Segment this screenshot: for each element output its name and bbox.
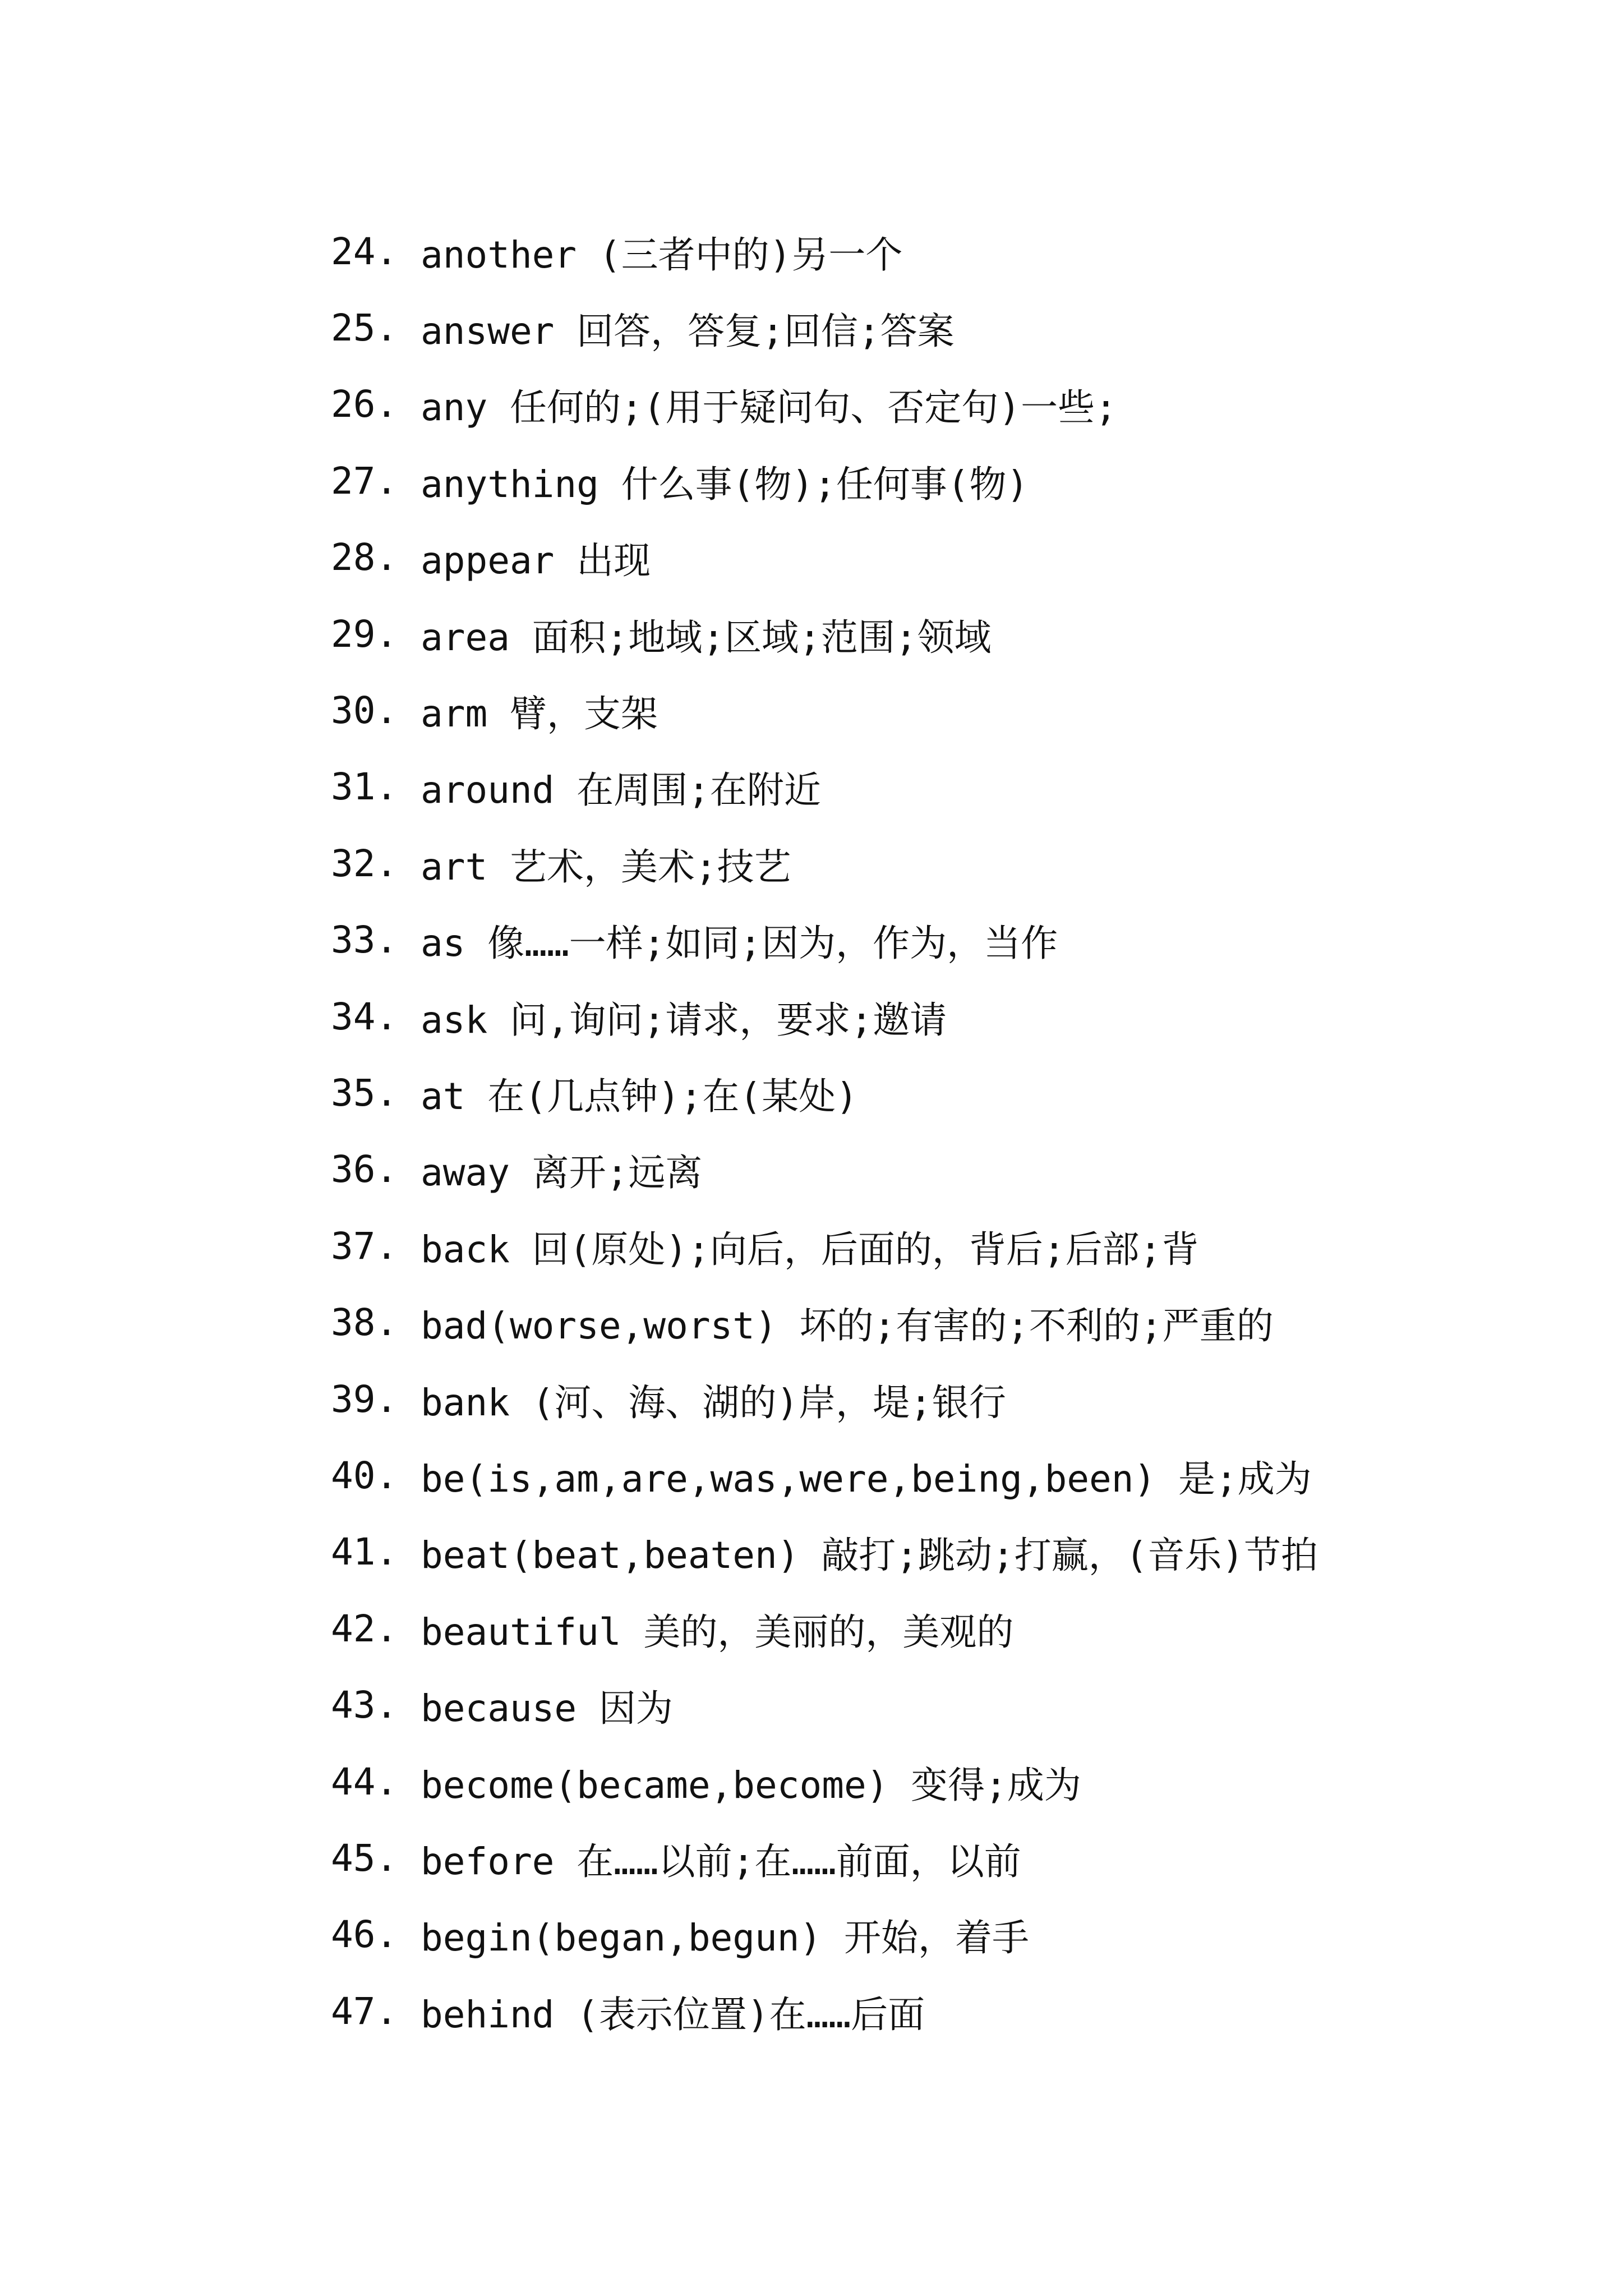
entry-text: bank (河、海、湖的)岸，堤;银行: [421, 1381, 1006, 1424]
entry-number: 42.: [331, 1607, 398, 1650]
entry-text: at 在(几点钟);在(某处): [421, 1074, 858, 1118]
list-item: [331, 1820, 1565, 1896]
entry-number: 26.: [331, 383, 398, 426]
entry-number: 39.: [331, 1377, 398, 1421]
entry-number: 36.: [331, 1148, 398, 1191]
entry-number: 27.: [331, 459, 398, 503]
entry-number: 45.: [331, 1836, 398, 1880]
list-item: [331, 519, 1565, 596]
entry-number: 47.: [331, 1989, 398, 2033]
entry-text: beat(beat,beaten) 敲打;跳动;打赢，(音乐)节拍: [421, 1534, 1318, 1577]
list-item: [331, 902, 1565, 978]
list-item: [331, 1667, 1565, 1743]
list-item: [331, 1361, 1565, 1437]
entry-number: 33.: [331, 918, 398, 962]
entry-text: be(is,am,are,was,were,being,been) 是;成为: [421, 1457, 1312, 1501]
entry-number: 30.: [331, 689, 398, 733]
entry-number: 43.: [331, 1683, 398, 1727]
entry-number: 28.: [331, 536, 398, 579]
entry-number: 24.: [331, 229, 398, 273]
entry-number: 41.: [331, 1530, 398, 1574]
entry-text: before 在……以前;在……前面，以前: [421, 1839, 1021, 1883]
entry-number: 29.: [331, 612, 398, 656]
entry-number: 31.: [331, 765, 398, 809]
list-item: [331, 672, 1565, 748]
list-item: [331, 1590, 1565, 1667]
list-item: [331, 1284, 1565, 1360]
list-item: [331, 443, 1565, 519]
list-item: [331, 825, 1565, 901]
list-item: [331, 1208, 1565, 1284]
list-item: [331, 1897, 1565, 1973]
list-item: [331, 213, 1565, 289]
vocabulary-list: [331, 213, 1565, 2049]
list-item: [331, 1437, 1565, 1513]
entry-text: begin(began,begun) 开始，着手: [421, 1916, 1029, 1960]
list-item: [331, 1973, 1565, 2049]
entry-text: bad(worse,worst) 坏的;有害的;不利的;严重的: [421, 1304, 1274, 1348]
entry-number: 32.: [331, 841, 398, 885]
entry-text: as 像……一样;如同;因为，作为，当作: [421, 922, 1058, 965]
entry-text: area 面积;地域;区域;范围;领域: [421, 615, 992, 659]
entry-text: art 艺术，美术;技艺: [421, 845, 791, 889]
list-item: [331, 1055, 1565, 1131]
entry-text: ask 问,询问;请求，要求;邀请: [421, 998, 947, 1042]
list-item: [331, 1131, 1565, 1208]
list-item: [331, 1743, 1565, 1820]
entry-number: 38.: [331, 1301, 398, 1345]
list-item: [331, 749, 1565, 825]
list-item: [331, 596, 1565, 672]
entry-text: around 在周围;在附近: [421, 769, 821, 812]
entry-text: anything 什么事(物);任何事(物): [421, 462, 1029, 506]
entry-text: away 离开;远离: [421, 1151, 703, 1195]
entry-number: 46.: [331, 1913, 398, 1957]
entry-number: 34.: [331, 995, 398, 1038]
entry-text: another (三者中的)另一个: [421, 233, 903, 277]
list-item: [331, 978, 1565, 1055]
entry-number: 44.: [331, 1760, 398, 1803]
entry-text: arm 臂，支架: [421, 692, 658, 736]
entry-number: 37.: [331, 1224, 398, 1268]
entry-text: beautiful 美的，美丽的，美观的: [421, 1610, 1014, 1654]
entry-number: 25.: [331, 306, 398, 350]
list-item: [331, 1514, 1565, 1590]
entry-text: answer 回答，答复;回信;答案: [421, 310, 955, 353]
list-item: [331, 289, 1565, 366]
entry-text: because 因为: [421, 1687, 673, 1731]
entry-text: behind (表示位置)在……后面: [421, 1993, 925, 2036]
entry-number: 35.: [331, 1071, 398, 1115]
entry-text: any 任何的;(用于疑问句、否定句)一些;: [421, 386, 1117, 430]
entry-text: appear 出现: [421, 539, 651, 583]
entry-text: become(became,become) 变得;成为: [421, 1763, 1081, 1807]
entry-text: back 回(原处);向后，后面的，背后;后部;背: [421, 1227, 1199, 1271]
list-item: [331, 366, 1565, 443]
entry-number: 40.: [331, 1453, 398, 1497]
